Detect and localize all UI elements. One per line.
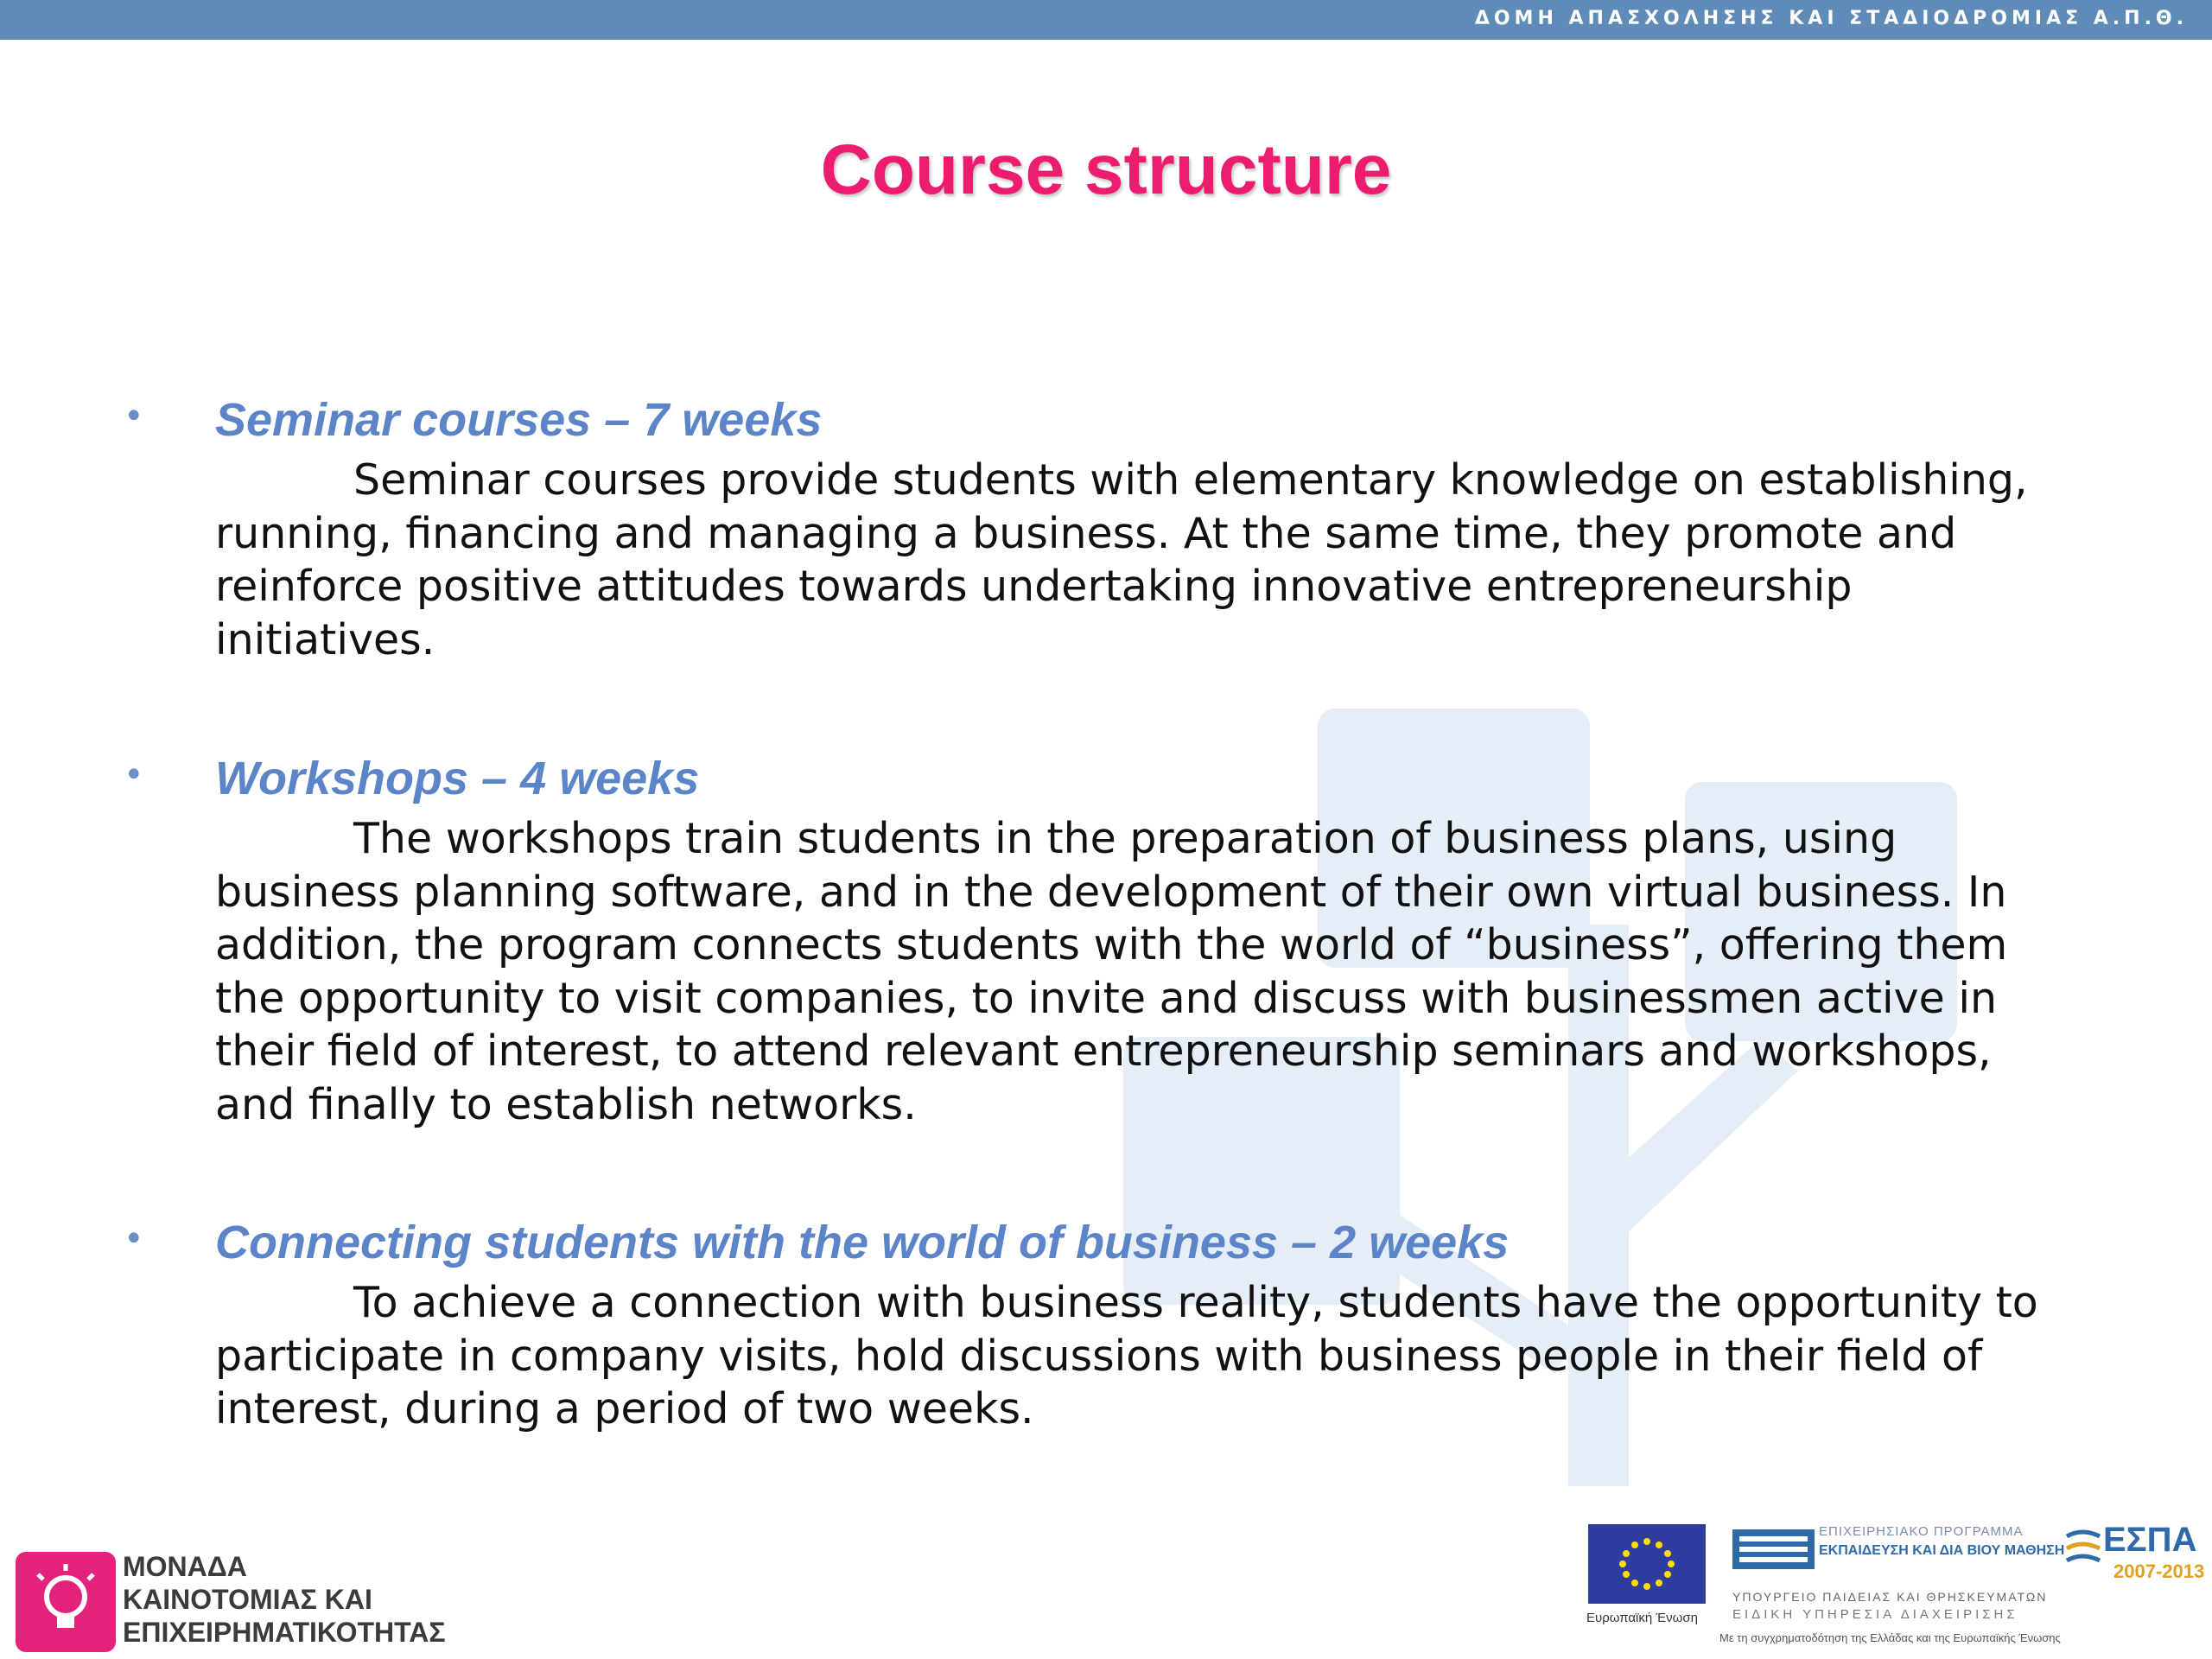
innovation-unit-name — [123, 1550, 446, 1649]
bullet-icon: • — [124, 755, 144, 795]
org-banner-text: ΔΟΜΗ ΑΠΑΣΧΟΛΗΣΗΣ ΚΑΙ ΣΤΑΔΙΟΔΡΟΜΙΑΣ Α.Π.Θ. — [1474, 8, 2188, 29]
lightbulb-icon — [16, 1552, 116, 1652]
espa-waves-icon — [2065, 1526, 2101, 1578]
section-text: To achieve a connection with business reality, students have the opportunity to participate in company visits, hold discussions with business people in their field of interest, during a period of two weeks. — [215, 1278, 2038, 1433]
section-text: Seminar courses provide students with elementary knowledge on establishing, running, financing and managing a business. At the same time, they promote and reinforce positive attitudes towards undertaking innovative entrepreneurship initiatives. — [215, 455, 2028, 664]
ministry-text: ΥΠΟΥΡΓΕΙΟ ΠΑΙΔΕΙΑΣ ΚΑΙ ΘΡΗΣΚΕΥΜΑΤΩΝ — [1732, 1590, 2048, 1604]
innovation-unit-logo — [12, 1543, 461, 1647]
education-program-logo — [1732, 1524, 2065, 1628]
section-heading: Seminar courses – 7 weeks — [215, 394, 823, 446]
authority-text: ΕΙΔΙΚΗ ΥΠΗΡΕΣΙΑ ΔΙΑΧΕΙΡΙΣΗΣ — [1732, 1607, 2018, 1622]
section-text: The workshops train students in the preparation of business plans, using business planning software, and in the development of their own virtual business. In addition, the program connects students with the world of “business”, offering them the opportunity to visit companies, to invite and discuss with businessmen active in their field of interest, to attend relevant entrepreneurship seminars and workshops, and finally to establish networks. — [215, 814, 2008, 1129]
section-heading: Connecting students with the world of business – 2 weeks — [215, 1217, 1510, 1268]
funding-logos — [1581, 1521, 2203, 1655]
bullet-icon: • — [124, 1219, 144, 1259]
section-heading: Workshops – 4 weeks — [215, 753, 700, 804]
program-line-2: ΕΚΠΑΙΔΕΥΣΗ ΚΑΙ ΔΙΑ ΒΙΟΥ ΜΑΘΗΣΗ — [1819, 1543, 2065, 1558]
bullet-icon: • — [124, 397, 144, 436]
org-line: ΜΟΝΑΔΑ — [123, 1551, 247, 1582]
espa-text: ΕΣΠΑ — [2103, 1521, 2197, 1559]
cofunding-text: Με τη συγχρηματοδότηση της Ελλάδας και της Ευρωπαϊκής Ένωσης — [1719, 1631, 2061, 1644]
espa-years: 2007-2013 — [2113, 1560, 2205, 1582]
eu-flag-icon — [1588, 1524, 1706, 1604]
header-band — [0, 0, 2212, 40]
espa-logo — [2065, 1521, 2205, 1616]
eu-label: Ευρωπαϊκή Ένωση — [1586, 1611, 1698, 1625]
program-line-1: ΕΠΙΧΕΙΡΗΣΙΑΚΟ ΠΡΟΓΡΑΜΜΑ — [1819, 1524, 2024, 1539]
program-book-icon — [1732, 1524, 1815, 1576]
org-line: ΚΑΙΝΟΤΟΜΙΑΣ ΚΑΙ — [123, 1584, 372, 1615]
slide-title: Course structure — [820, 130, 1392, 209]
org-line: ΕΠΙΧΕΙΡΗΜΑΤΙΚΟΤΗΤΑΣ — [123, 1617, 446, 1648]
